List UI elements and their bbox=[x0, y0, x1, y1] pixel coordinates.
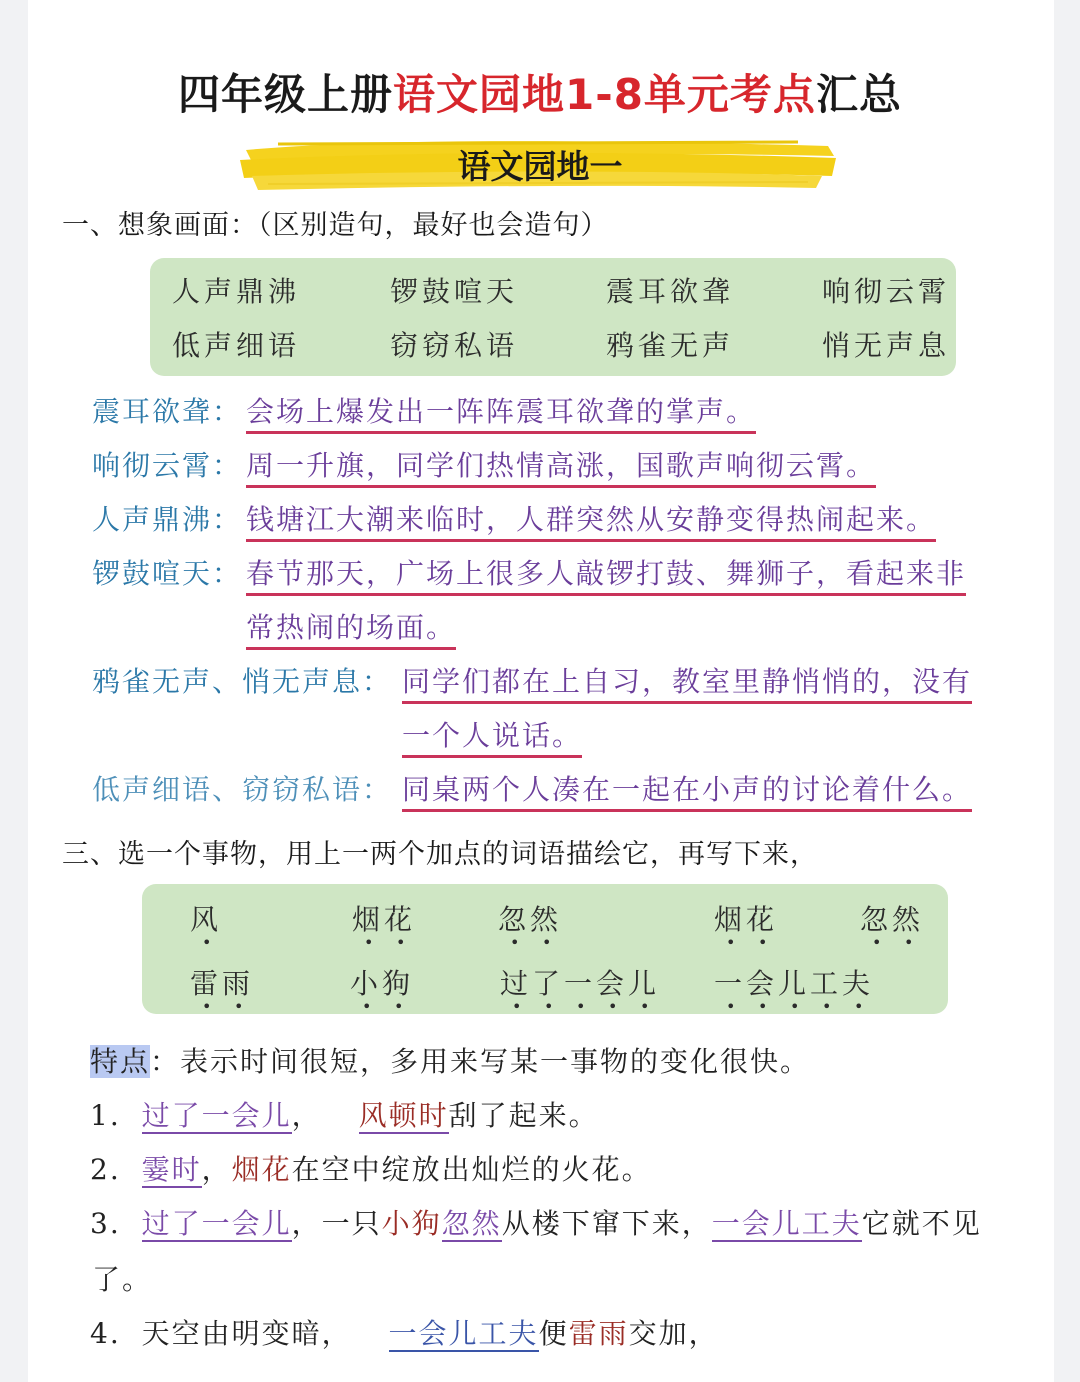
feature-line bbox=[90, 1040, 810, 1080]
page-edge-left bbox=[0, 0, 28, 1382]
example-label: 低声细语、窃窃私语： bbox=[92, 773, 393, 806]
example-sentence: 春节那天，广场上很多人敲锣打鼓、舞狮子，看起来非 bbox=[246, 552, 966, 596]
dotted-word: 忽然 • • bbox=[860, 903, 925, 952]
example-label: 响彻云霄： bbox=[92, 449, 243, 482]
idiom-word: 人声鼎沸 bbox=[172, 275, 301, 308]
dotted-word: 小狗 • • bbox=[350, 967, 415, 1016]
example-sentence: 钱塘江大潮来临时，人群突然从安静变得热闹起来。 bbox=[246, 498, 936, 542]
idiom-word: 窃窃私语 bbox=[390, 329, 519, 362]
idiom-word: 锣鼓喧天 bbox=[390, 275, 519, 308]
dotted-word: 烟花 • • bbox=[714, 903, 779, 952]
dotted-word: 烟花 • • bbox=[352, 903, 417, 952]
idiom-word: 低声细语 bbox=[172, 329, 301, 362]
feature-label: 特点 bbox=[90, 1045, 151, 1078]
example-label: 锣鼓喧天： bbox=[92, 557, 243, 590]
example-sentence-cont: 一个人说话。 bbox=[402, 714, 582, 758]
title-prefix: 四年级上册 bbox=[178, 70, 394, 119]
example-sentence: 同学们都在上自习，教室里静悄悄的，没有 bbox=[402, 660, 972, 704]
dotted-word: 雷雨 • • bbox=[190, 967, 255, 1016]
example-sentence: 周一升旗，同学们热情高涨，国歌声响彻云霄。 bbox=[246, 444, 876, 488]
section1-heading: 一、想象画面：（区别造句，最好也会造句） bbox=[62, 210, 609, 241]
example-item-3-cont: 了。 bbox=[92, 1263, 153, 1296]
example-label: 震耳欲聋： bbox=[92, 395, 243, 428]
title-highlight: 语文园地1-8单元考点 bbox=[393, 70, 816, 119]
idiom-word: 鸦雀无声 bbox=[606, 329, 735, 362]
dotted-word: 过了一会儿 • • • • • bbox=[500, 967, 661, 1016]
feature-text: ：表示时间很短，多用来写某一事物的变化很快。 bbox=[150, 1045, 811, 1078]
example-sentence: 会场上爆发出一阵阵震耳欲聋的掌声。 bbox=[246, 390, 756, 434]
idiom-word: 震耳欲聋 bbox=[606, 275, 735, 308]
dotted-word: 一会儿工夫 • • • • • bbox=[714, 967, 875, 1016]
section2-heading: 三、选一个事物，用上一两个加点的词语描绘它，再写下来， bbox=[62, 839, 818, 870]
example-sentence-cont: 常热闹的场面。 bbox=[246, 606, 456, 650]
example-item-2: 2. 霎时，烟花在空中绽放出灿烂的火花。 bbox=[90, 1153, 652, 1186]
example-item-4: 4. 天空由明变暗， 一会儿工夫便雷雨交加， bbox=[90, 1317, 719, 1350]
example-label: 鸦雀无声、悄无声息： bbox=[92, 665, 393, 698]
title-suffix: 汇总 bbox=[815, 70, 902, 119]
page-title bbox=[0, 62, 1080, 122]
idiom-word: 悄无声息 bbox=[822, 329, 951, 362]
idiom-word: 响彻云霄 bbox=[822, 275, 951, 308]
example-label: 人声鼎沸： bbox=[92, 503, 243, 536]
example-sentence: 同桌两个人凑在一起在小声的讨论着什么。 bbox=[402, 768, 972, 812]
page-edge-right bbox=[1054, 0, 1080, 1382]
banner-title: 语文园地一 bbox=[457, 147, 623, 186]
dotted-word: 风 • bbox=[190, 903, 223, 952]
example-item-3: 3. 过了一会儿，一只小狗忽然从楼下窜下来，一会儿工夫它就不见 bbox=[90, 1207, 982, 1240]
example-item-1: 1. 过了一会儿， 风顿时刮了起来。 bbox=[90, 1099, 599, 1132]
dotted-word: 忽然 • • bbox=[498, 903, 563, 952]
